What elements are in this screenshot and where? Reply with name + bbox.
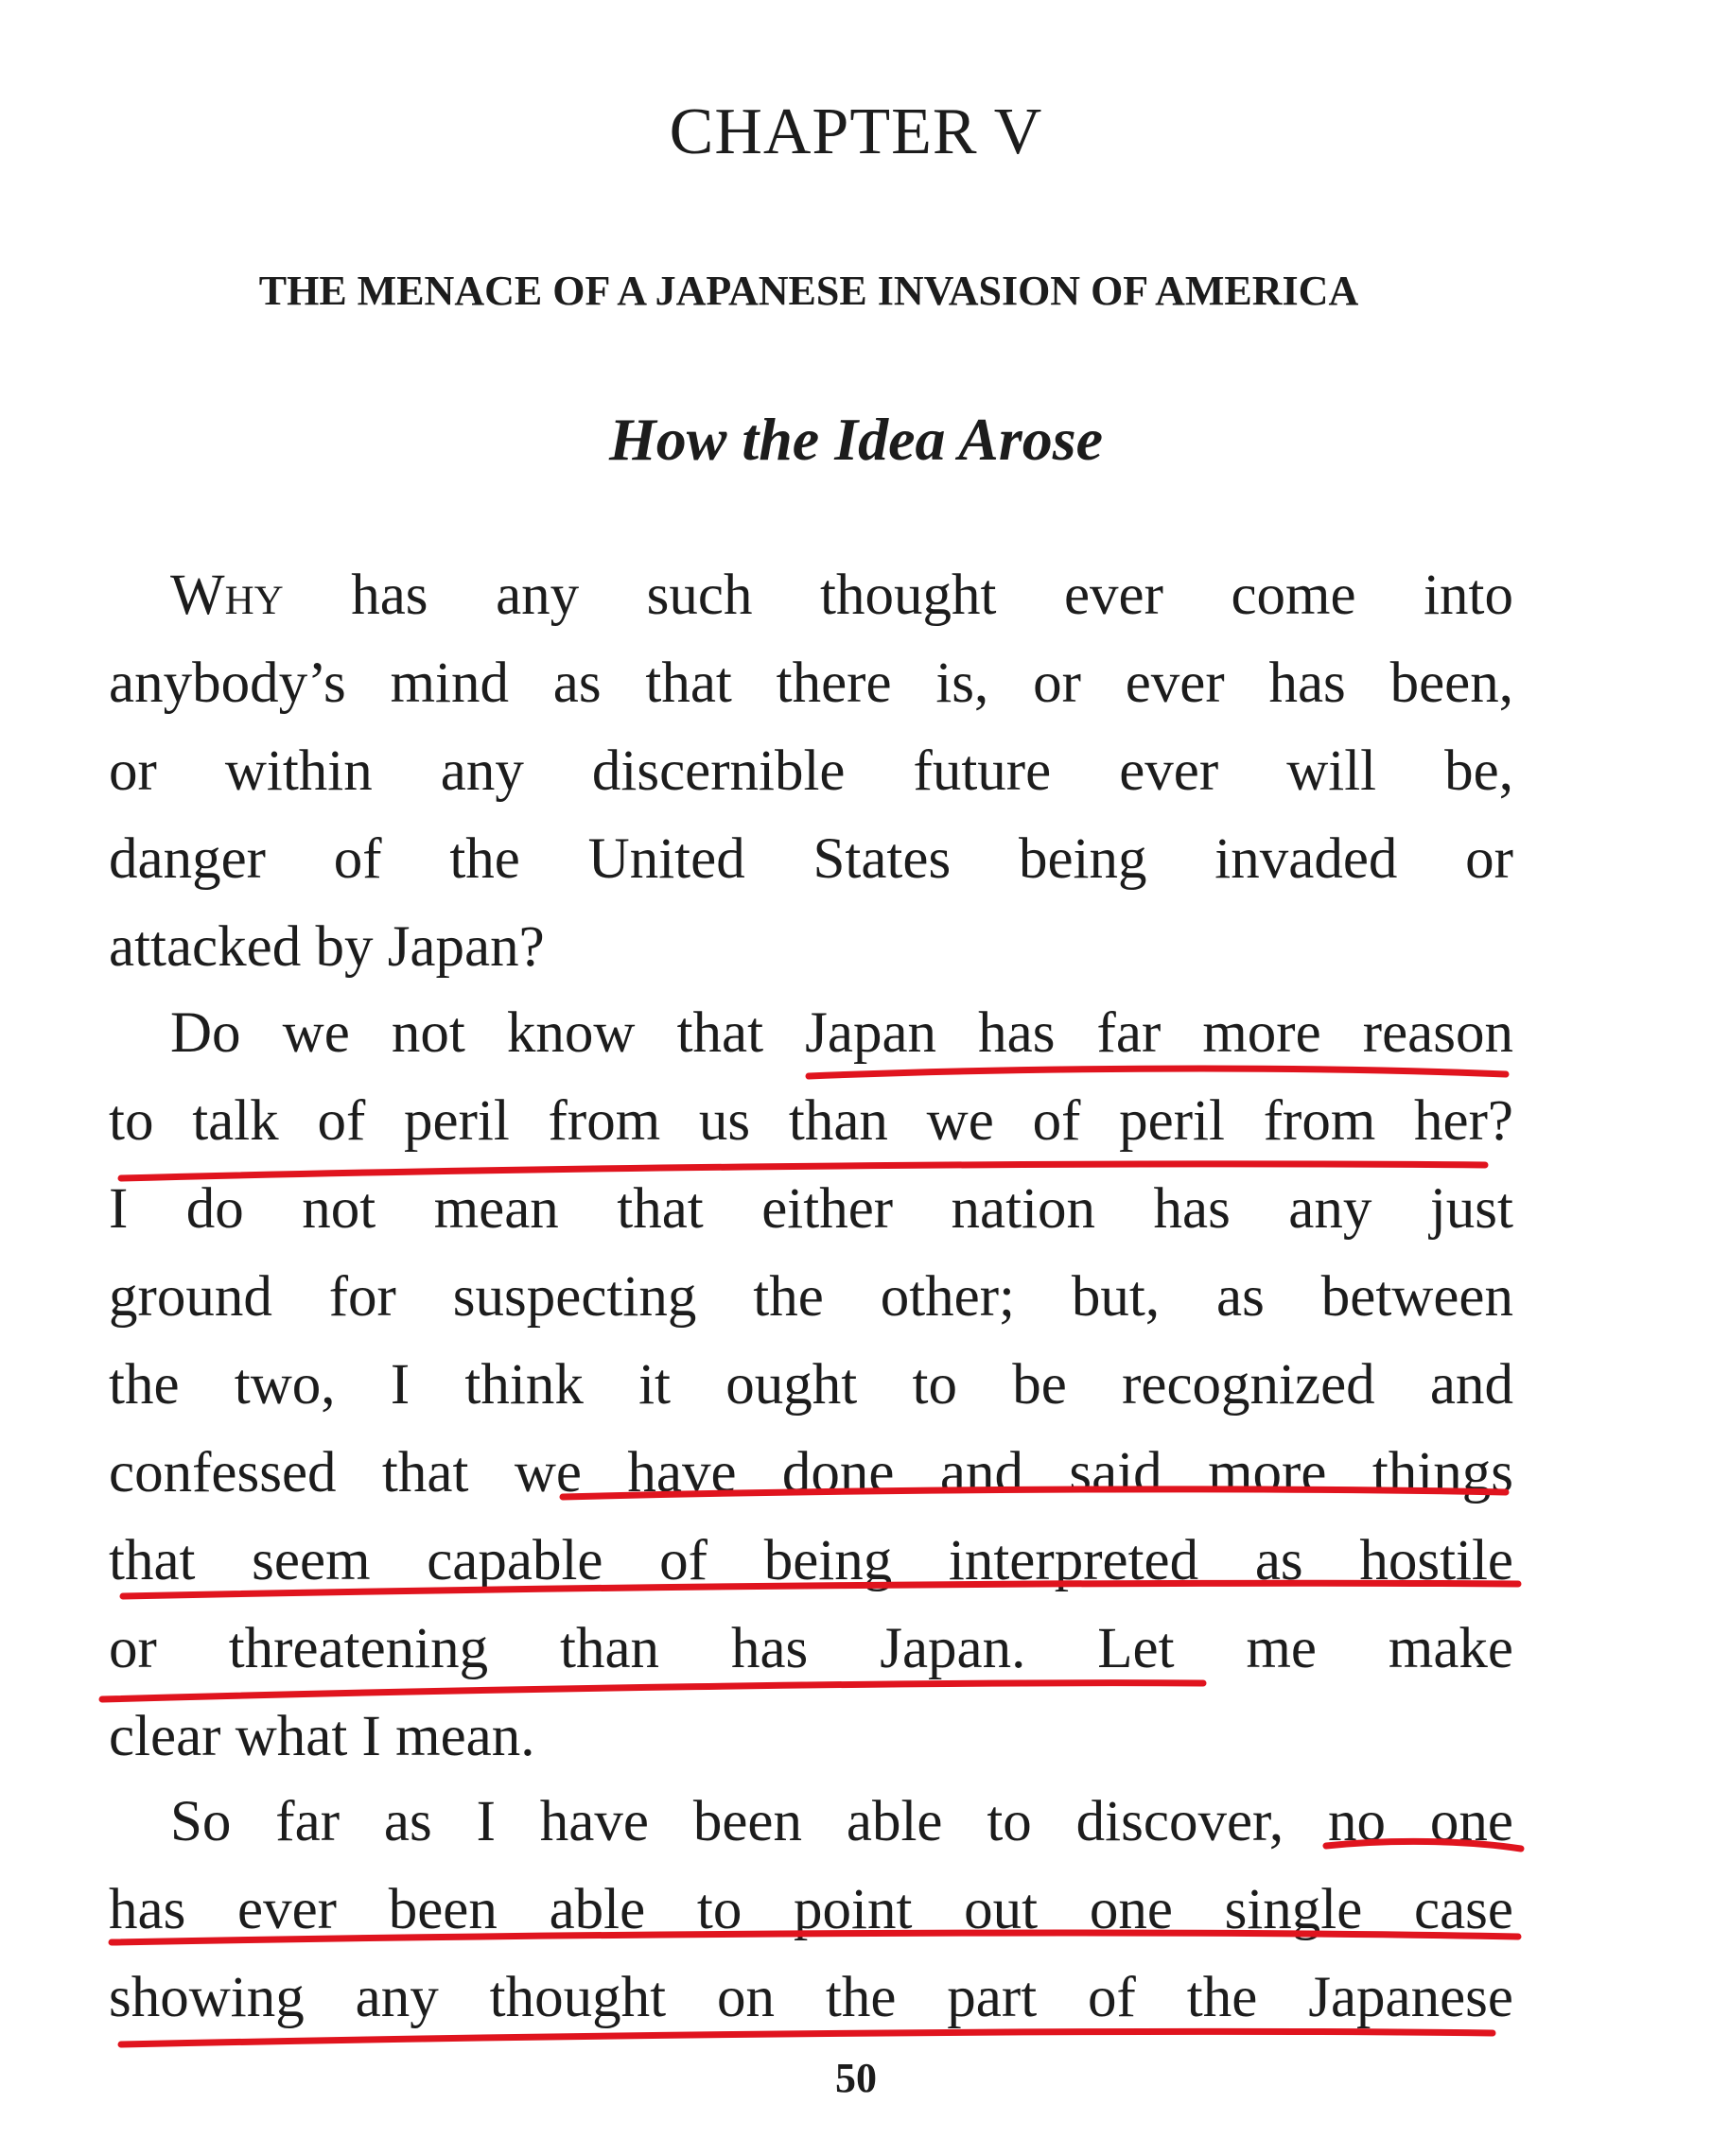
text-line: attacked by Japan?	[109, 915, 545, 979]
text-line: or within any discernible future ever will be,	[109, 739, 1513, 803]
chapter-number: CHAPTER V	[669, 96, 1043, 168]
text-line	[170, 558, 1513, 634]
text-line: danger of the United States being invaded or	[109, 827, 1513, 891]
text-line: anybody’s mind as that there is, or ever has been,	[109, 652, 1513, 715]
text-line: ground for suspecting the other; but, as between	[109, 1265, 1513, 1329]
line-text: has any such thought ever come into	[283, 564, 1513, 627]
text-line: the two, I think it ought to be recognized and	[109, 1353, 1513, 1417]
text-line: that seem capable of being interpreted as hostile	[109, 1529, 1513, 1592]
section-title: How the Idea Arose	[608, 406, 1104, 473]
text-line: or threatening than has Japan. Let me make	[109, 1617, 1513, 1680]
drop-word: Why	[170, 564, 284, 627]
text-line: clear what I mean.	[109, 1705, 535, 1768]
chapter-title: THE MENACE OF A JAPANESE INVASION OF AMERICA	[258, 268, 1359, 314]
text-line: confessed that we have done and said more things	[109, 1441, 1513, 1504]
text-line: Do we not know that Japan has far more reason	[170, 1001, 1513, 1065]
text-line: I do not mean that either nation has any just	[109, 1177, 1513, 1241]
text-line: to talk of peril from us than we of peril from her?	[109, 1089, 1513, 1153]
text-line: has ever been able to point out one single case	[109, 1878, 1513, 1941]
page-number: 50	[835, 2055, 877, 2101]
text-line: showing any thought on the part of the Japanese	[109, 1966, 1513, 2029]
text-line: So far as I have been able to discover, no one	[170, 1790, 1513, 1853]
